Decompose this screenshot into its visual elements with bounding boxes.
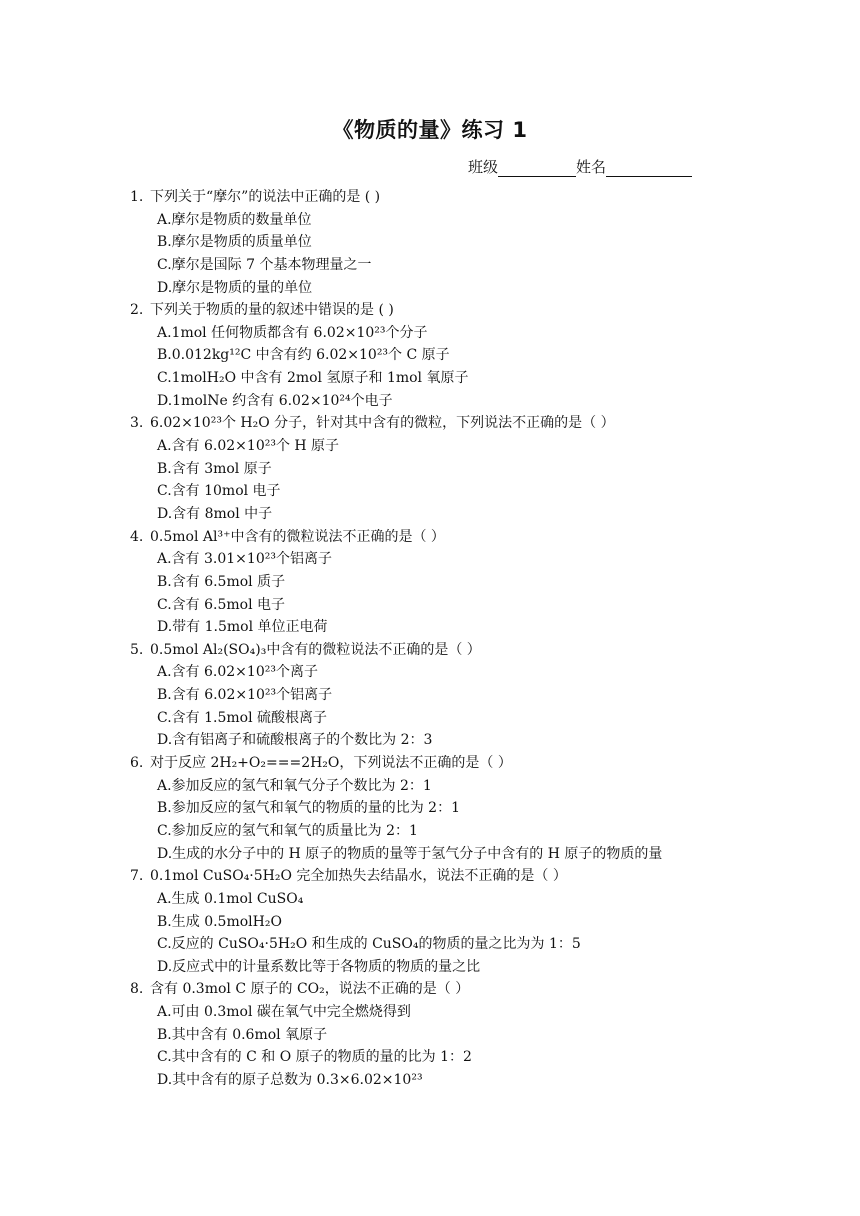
option-b: B.生成 0.5molH₂O bbox=[157, 913, 282, 930]
class-label: 班级 bbox=[468, 158, 499, 176]
name-label: 姓名 bbox=[576, 158, 607, 176]
question-number: 4. bbox=[130, 528, 144, 545]
question-text: 0.1mol CuSO₄·5H₂O 完全加热失去结晶水，说法不正确的是（ ） bbox=[150, 868, 567, 885]
option-d: D.摩尔是物质的量的单位 bbox=[157, 279, 313, 296]
option-a: A.1mol 任何物质都含有 6.02×10²³个分子 bbox=[157, 324, 428, 341]
option-a: A.参加反应的氢气和氧气分子个数比为 2：1 bbox=[157, 777, 432, 794]
option-b: B.参加反应的氢气和氧气的物质的量的比为 2：1 bbox=[157, 800, 461, 817]
option-c: C.1molH₂O 中含有 2mol 氢原子和 1mol 氧原子 bbox=[157, 370, 469, 387]
option-d: D.反应式中的计量系数比等于各物质的物质的量之比 bbox=[157, 958, 481, 975]
question-4-stem bbox=[0, 526, 860, 549]
option-d: D.1molNe 约含有 6.02×10²⁴个电子 bbox=[157, 392, 393, 409]
question-text: 6.02×10²³个 H₂O 分子，针对其中含有的微粒，下列说法不正确的是（ ） bbox=[150, 415, 615, 432]
option-a: A.可由 0.3mol 碳在氧气中完全燃烧得到 bbox=[157, 1004, 411, 1021]
option-b: B.0.012kg¹²C 中含有约 6.02×10²³个 C 原子 bbox=[157, 347, 450, 364]
option-c: C.反应的 CuSO₄·5H₂O 和生成的 CuSO₄的物质的量之比为为 1：5 bbox=[157, 936, 581, 953]
question-text: 对于反应 2H₂+O₂===2H₂O，下列说法不正确的是（ ） bbox=[150, 755, 512, 772]
option-b: B.含有 6.5mol 质子 bbox=[157, 573, 286, 590]
question-number: 2. bbox=[130, 302, 144, 319]
option-d: D.带有 1.5mol 单位正电荷 bbox=[157, 619, 328, 636]
option-d: D.含有铝离子和硫酸根离子的个数比为 2：3 bbox=[157, 732, 433, 749]
option-c: C.参加反应的氢气和氧气的质量比为 2：1 bbox=[157, 822, 418, 839]
option-c: C.其中含有的 C 和 O 原子的物质的量的比为 1：2 bbox=[157, 1049, 472, 1066]
option-d: D.含有 8mol 中子 bbox=[157, 505, 273, 522]
option-c: C.含有 1.5mol 硫酸根离子 bbox=[157, 709, 328, 726]
worksheet-title: 《物质的量》练习 1 bbox=[332, 118, 528, 142]
question-8-stem bbox=[0, 978, 860, 1001]
option-d: D.生成的水分子中的 H 原子的物质的量等于氢气分子中含有的 H 原子的物质的量 bbox=[157, 845, 663, 862]
option-a: A.含有 3.01×10²³个铝离子 bbox=[157, 551, 332, 568]
class-blank bbox=[498, 160, 576, 177]
option-b: B.含有 3mol 原子 bbox=[157, 460, 272, 477]
option-a: A.含有 6.02×10²³个离子 bbox=[157, 664, 318, 681]
question-text: 下列关于物质的量的叙述中错误的是 ( ) bbox=[150, 302, 394, 319]
option-c: C.含有 6.5mol 电子 bbox=[157, 596, 286, 613]
question-6-stem bbox=[0, 752, 860, 775]
option-c: C.摩尔是国际 7 个基本物理量之一 bbox=[157, 256, 372, 273]
question-number: 1. bbox=[130, 189, 144, 205]
question-number: 8. bbox=[130, 981, 144, 998]
option-b: B.其中含有 0.6mol 氧原子 bbox=[157, 1026, 328, 1043]
question-7-stem bbox=[0, 865, 860, 888]
question-5-stem bbox=[0, 639, 860, 662]
question-text: 含有 0.3mol C 原子的 CO₂，说法不正确的是（ ） bbox=[150, 981, 470, 998]
question-2-stem bbox=[0, 299, 860, 322]
question-text: 0.5mol Al₂(SO₄)₃中含有的微粒说法不正确的是（ ） bbox=[150, 641, 481, 658]
question-list bbox=[0, 186, 860, 1092]
option-a: A.含有 6.02×10²³个 H 原子 bbox=[157, 438, 340, 455]
option-a: A.生成 0.1mol CuSO₄ bbox=[157, 890, 304, 907]
option-d: D.其中含有的原子总数为 0.3×6.02×10²³ bbox=[157, 1071, 423, 1088]
question-number: 6. bbox=[130, 755, 144, 772]
question-number: 3. bbox=[130, 415, 144, 432]
question-1-stem bbox=[0, 186, 860, 209]
question-text: 0.5mol Al³⁺中含有的微粒说法不正确的是（ ） bbox=[150, 528, 445, 545]
question-number: 7. bbox=[130, 868, 144, 885]
question-3-stem bbox=[0, 412, 860, 435]
option-c: C.含有 10mol 电子 bbox=[157, 483, 281, 500]
option-b: B.含有 6.02×10²³个铝离子 bbox=[157, 687, 333, 704]
student-info bbox=[468, 156, 692, 177]
option-a: A.摩尔是物质的数量单位 bbox=[157, 211, 312, 228]
name-blank bbox=[606, 160, 692, 177]
option-b: B.摩尔是物质的质量单位 bbox=[157, 234, 312, 251]
question-number: 5. bbox=[130, 641, 144, 658]
question-text: 下列关于“摩尔”的说法中正确的是 ( ) bbox=[150, 189, 381, 205]
